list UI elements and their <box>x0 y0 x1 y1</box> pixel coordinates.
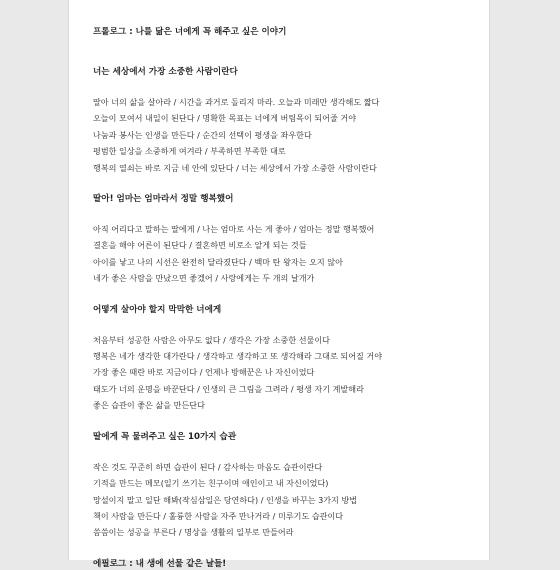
chapter-line: 네가 좋은 사람을 만났으면 좋겠어 / 사랑에게는 두 개의 날개가 <box>93 273 315 284</box>
chapter-line: 기적을 만드는 메모(일기 쓰기는 친구이며 애인이고 내 자신이었다) <box>93 478 329 489</box>
chapter-line: 태도가 너의 운명을 바꾼단다 / 인생의 큰 그림을 그려라 / 평생 자기 계발해라 <box>93 383 364 394</box>
chapter-title: 어떻게 살아야 할지 막막한 너에게 <box>93 304 222 315</box>
chapter-line: 아이를 낳고 나의 시선은 완전히 달라졌단다 / 백마 탄 왕자는 오지 않아 <box>93 256 343 267</box>
chapter-line: 행복은 네가 생각한 대가란다 / 생각하고 생각하고 또 생각해라 그대로 되어질 거야 <box>93 351 383 362</box>
chapter-line: 행복의 열쇠는 바로 지금 네 안에 있단다 / 너는 세상에서 가장 소중한 사람이란다 <box>93 162 377 173</box>
chapter-4 <box>93 432 489 541</box>
chapter-line: 딸아 너의 삶을 살아라 / 시간을 과거로 돌리지 마라. 오늘과 미래만 생각해도 짧다 <box>93 97 380 107</box>
chapter-1 <box>93 67 489 176</box>
chapter-line: 가장 좋은 때란 바로 지금이다 / 언제나 방해꾼은 나 자신이었다 <box>93 367 315 378</box>
chapter-line: 책이 사람을 만든다 / 훌륭한 사람을 자주 만나거라 / 미루기도 습관이다 <box>93 510 344 521</box>
chapter-line: 결혼을 해야 어른이 된단다 / 결혼하면 비로소 알게 되는 것들 <box>93 240 307 251</box>
epilogue-heading: 에필로그 : 내 생에 선물 같은 날들! <box>93 558 227 569</box>
chapter-line: 오늘이 모여서 내일이 된단다 / 명확한 목표는 너에게 버팀목이 되어줄 거야 <box>93 113 357 124</box>
chapter-title: 딸아! 엄마는 엄마라서 정말 행복했어 <box>93 194 234 205</box>
chapter-3 <box>93 305 489 414</box>
chapter-line: 나눔과 봉사는 인생을 만든다 / 순간의 선택이 평생을 좌우한다 <box>93 129 312 140</box>
chapter-line: 망설이지 말고 일단 해봐(작심삼일은 당연하다) / 인생을 바꾸는 3가지 방법 <box>93 494 358 505</box>
chapter-line: 아직 어리다고 말하는 딸에게 / 나는 엄마로 사는 게 좋아 / 엄마는 정말 행복했어 <box>93 224 375 235</box>
chapter-title: 딸에게 꼭 물려주고 싶은 10가지 습관 <box>93 431 237 442</box>
chapter-line: 좋은 습관이 좋은 삶을 만든단다 <box>93 400 205 411</box>
chapter-2 <box>93 194 489 287</box>
document-page <box>68 0 490 569</box>
chapter-line: 평범한 일상을 소중하게 여겨라 / 부족하면 부족한 대로 <box>93 146 286 157</box>
prologue-heading: 프롤로그 : 나를 닮은 너에게 꼭 해주고 싶은 이야기 <box>93 27 287 37</box>
chapter-line: 씀씀이는 성공을 부른다 / 명상을 생활의 일부로 만들어라 <box>93 527 294 538</box>
chapter-line: 작은 것도 꾸준히 하면 습관이 된다 / 감사하는 마음도 습관이란다 <box>93 461 323 472</box>
chapter-line: 처음부터 성공한 사람은 아무도 없다 / 생각은 가장 소중한 선물이다 <box>93 334 330 345</box>
chapter-title: 너는 세상에서 가장 소중한 사람이란다 <box>93 67 238 77</box>
